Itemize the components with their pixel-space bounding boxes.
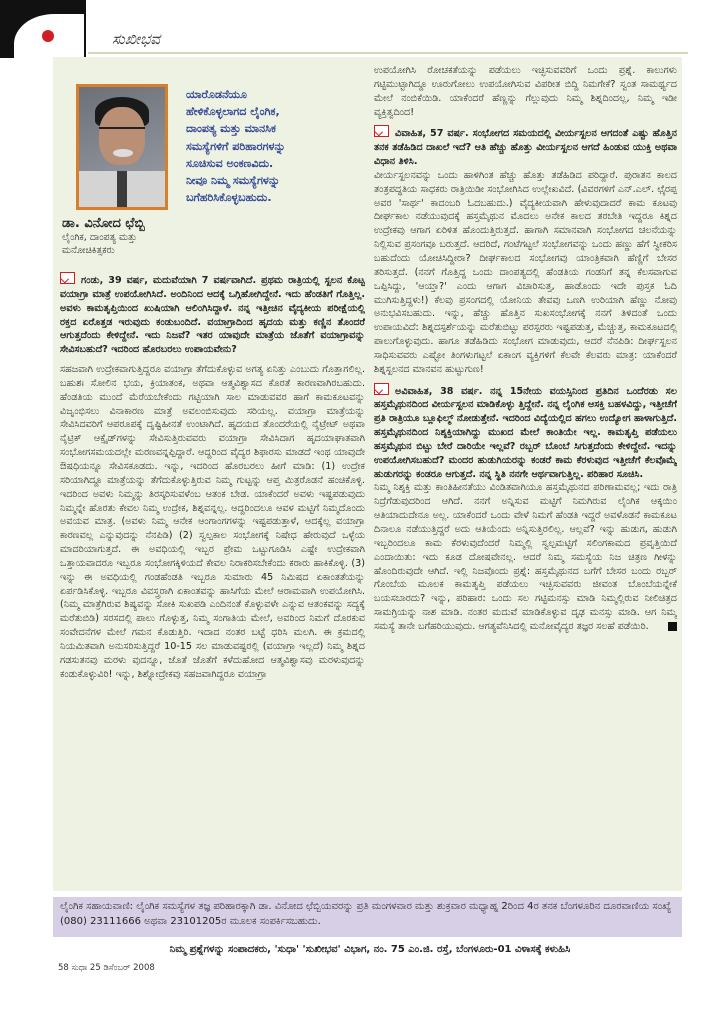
question-text: ಗಂಡು, 39 ವರ್ಷ, ಮದುವೆಯಾಗಿ 7 ವರ್ಷವಾಗಿದೆ. ಪ್ರಥಮ ರಾತ್ರಿಯಲ್ಲಿ ಸ್ಖಲನ ಕೊಟ್ಟ ವಯಾಗ್ರಾ ಮಾತ್ರೆ ಉಪಯೋಗಿಸಿದೆ. ಅಂದಿನಿಂದ ಆದಕ್ಕೆ ಒಗ್ಗಿಹೋಗಿದ್ದೇನೆ. ಇದು ಹೆಂಡತಿಗೆ ಗೊತ್ತಿಲ್ಲ. ಅವಳು ಕಾಮತೃಪ್ತಿಯಿಂದ ಖುಷಿಯಾಗಿ ಆಲಿಂಗಿಸಿದ್ದಾಳೆ. ನನ್ನ ಇತ್ತೀಚಿನ ವೈದ್ಯಕೀಯ ಪರೀಕ್ಷೆಯಲ್ಲಿ ರಕ್ತದ ಏರೊತ್ತಡ ಇರುವುದು ಕಂಡುಬಂದಿದೆ. ವಯಾಗ್ರಾದಿಂದ ಹೃದಯ ಮತ್ತು ಕಣ್ಣಿನ ತೊಂದರೆ ಆಗುತ್ತದೆಂದು ಕೇಳಿದ್ದೇನೆ. ಇದು ನಿಜವೆ? ಇತರ ಯಾವುದೇ ಮಾತ್ರೆಯ ಜೊತೆಗೆ ವಯಾಗ್ರಾವನ್ನು ಸೇವಿಸಬಹುದೆ? ಇದರಿಂದ ಹೊರಬರಲು ಉಪಾಯವೇನು? bbox=[60, 275, 365, 356]
envelope-icon bbox=[60, 272, 75, 284]
question-3 bbox=[374, 383, 677, 482]
right-column bbox=[374, 64, 677, 876]
answer-1: ಸಹಜವಾಗಿ ಉದ್ರೇಕವಾಗುತ್ತಿದ್ದರೂ ವಯಾಗ್ರಾ ತೆಗೆದುಕೊಳ್ಳುವ ಅಗತ್ಯ ಏನಿತ್ತು ಎಂಬುದು ಗೊತ್ತಾಗಲಿಲ್ಲ. ಬಹುಶಃ ಸೋಲಿನ ಭಯ, ಕ್ರಿಯಾತಂಕ, ಅಥವಾ ಆತ್ಮವಿಶ್ವಾಸದ ಕೊರತೆ ಕಾರಣವಾಗಿರಬಹುದು. ಹೆಂಡತಿಯ ಮುಂದೆ ಮೆರೆಯಬೇಕೆಂದು ಗಟ್ಟಿಯಾಗಿ ಸಾಲ ಮಾಡುವವರ ಹಾಗೆ ಕಾಮಕೂಟವನ್ನು ವಿಜೃಂಭಿಸಲು ವಿನಾಕಾರಣ ಮಾತ್ರೆ ಅವಲಂಬಿಸುವುದು ಸರಿಯಲ್ಲ. ವಯಾಗ್ರಾ ಮಾತ್ರೆಯನ್ನು ಸೇವಿಸಿದವರಿಗೆ ಆಪರೂಪಕ್ಕೆ ದೃಷ್ಟಿಹೀನತೆ ಉಂಟಾಗಿದೆ. ಹೃದಯದ ತೊಂದರೆಯಲ್ಲಿ ನೈಟ್ರೇಟ್ ಅಥವಾ ನೈಟ್ರಿಕ್ ಆಕ್ಸೈಡ್‌ಗಳನ್ನು ಸೇವಿಸುತ್ತಿರುವವರು ವಯಾಗ್ರಾ ಸೇವಿಸಿದಾಗ ಹೃದಯಾಘಾತವಾಗಿ ಸಂಭೋಗಸಮಯದಲ್ಲೇ ಮರಣವನ್ನಪ್ಪಿದ್ದಾರೆ. ಆದ್ದರಿಂದ ವೈದ್ಯರ ಶಿಫಾರಸು ಮಾಡದೆ ಇಂಥ ಯಾವುದೇ ಔಷಧಿಯನ್ನೂ ಸೇವಿಸಕೂಡದು. ಇನ್ನು, ಇದರಿಂದ ಹೊರಬರಲು ಹೀಗೆ ಮಾಡಿ: (1) ಉದ್ರೇಕ ಸರಿಯಾಗಿದ್ದೂ ಮಾತ್ರೆಯನ್ನು ತೆಗೆದುಕೊಳ್ಳುತ್ತಿರುವ ನಿಮ್ಮ ಗುಟ್ಟನ್ನು ಆಪ್ತ ಮಿತ್ರರೊಡನೆ ಹಂಚಿಕೊಳ್ಳಿ. ಇದರಿಂದ ಅವಳು ನಿಮ್ಮನ್ನು ತಿರಸ್ಕರಿಸುವಳೆಂಬ ಆತಂಕ ಬೇಡ. ಯಾಕೆಂದರೆ ಅವಳು ಇಷ್ಟಪಡುವುದು ನಿಮ್ಮನ್ನೇ ಹೊರತು ಕೇವಲ ನಿಮ್ಮ ಉದ್ರೇಕ, ಶಿಶ್ನವನ್ನಲ್ಲ. ಆದ್ದರಿಂದಲೂ ಆವಳ ಮಟ್ಟಿಗೆ ನಿಮ್ಮದೊಂದು ಅವಯವ ಮಾತ್ರ. (ಅವಳು ನಿಮ್ಮ ಆನೇಕ ಆಂಗಾಂಗಗಳನ್ನು ಇಷ್ಟಪಡುತ್ತಾಳೆ, ಆದಕ್ಕೆಲ್ಲ ವಯಾಗ್ರಾ ಕಾರಣವಲ್ಲ ಎನ್ನುವುದನ್ನು ನೆನಪಿಡಿ) (2) ಸ್ವಲ್ಪಕಾಲ ಸಂಭೋಗಕ್ಕೆ ನಿಷೇಧ ಹೇರುವುದೆ ಒಳ್ಳೆಯ ಮಾದರಿಯಾಗುತ್ತದೆ. ಈ ಅವಧಿಯಲ್ಲಿ ಇಬ್ಬರ ಪ್ರೇಮ ಒಟ್ಟುಗೂಡಿಸಿ ಎಷ್ಟೇ ಉದ್ರೇಕವಾಗಿ ಒತ್ತಾಯವಾದರೂ ಇಬ್ಬರೂ ಸಂಭೋಗಕ್ಕಿಳಿಯದೆ ಕೇವಲ ನಿರಾಕರಿಸಬೇಕೆಂದು ಕರಾರು ಹಾಕಿಕೊಳ್ಳಿ. (3) ಇನ್ನು ಈ ಅವಧಿಯಲ್ಲಿ ಗಂಡಹೆಂಡತಿ ಇಬ್ಬರೂ ಸುಮಾರು 45 ನಿಮಿಷದ ಏಕಾಂತತೆಯನ್ನು ಏರ್ಪಡಿಸಿಕೊಳ್ಳಿ. ಇಬ್ಬರೂ ವಿವಸ್ತ್ರರಾಗಿ ಏಕಾಂತವನ್ನು ಹಾಸಿಗೆಯ ಮೇಲೆ ಆರಾಮವಾಗಿ ಉಪಯೋಗಿಸಿ. (ನಿಮ್ಮ ಮಾತ್ರೆಗಿರುವ ಶಿಷ್ಯವನ್ನು ಸೋಕಿ ಸುಖಪಡಿ ಎಂದಿನಂತೆ ಕೊಳ್ಳುವಳೇ ಎನ್ನುವ ಆತಂಕವನ್ನು ಸದ್ಯಕ್ಕೆ ಮರೆತುಬಿಡಿ) ಸರಸದಲ್ಲಿ ಪಾಲು ಗೊಳ್ಳುತ್ತ, ನಿಮ್ಮ ಸಂಗಾತಿಯ ಮೇಲೆ, ಅವರಿಂದ ನಿಮಗೆ ದೊರಕುವ ಸಂವೇದನೆಗಳ ಮೇಲೆ ಗಮನ ಕೊಡುತ್ತಿರಿ. ಇದಾದ ನಂತರ ಬಟ್ಟೆ ಧರಿಸಿ ಮಲಗಿ. ಈ ಕ್ರಮದಲ್ಲಿ ನಿಯಮಿತವಾಗಿ ಅನುಸರಿಸುತ್ತಿದ್ದರೆ 10-15 ಸಲ ಮಾಡುವಷ್ಟರಲ್ಲಿ (ವಯಾಗ್ರಾ ಇಲ್ಲದೆ) ನಿಮ್ಮ ಶಿಶ್ನದ ಗಡಸುತನವು ಮರಳು ವುದನ್ನೂ, ಜೊತೆ ಜೊತೆಗೆ ಕಳೆದುಹೋದ ಆತ್ಮವಿಶ್ವಾಸವು ಮರಳುವುದನ್ನು ಕಂಡುಕೊಳ್ಳುವಿರಿ! ಇನ್ನು, ಶಿಶ್ನೋದ್ರೇಕವು ಸಹಜವಾಗಿದ್ದರೂ ವಯಾಗ್ರಾ bbox=[60, 364, 365, 680]
header-rule bbox=[88, 52, 688, 54]
left-column bbox=[60, 272, 365, 872]
helpline-info: ಲೈಂಗಿಕ ಸಹಾಯವಾಣಿ: ಲೈಂಗಿಕ ಸಮಸ್ಯೆಗಳ ತಜ್ಞ ಪರಿಹಾರಕ್ಕಾಗಿ ಡಾ. ವಿನೋದ ಛೆಬ್ಬಿಯವರನ್ನು ಪ್ರತಿ ಮಂಗಳವಾರ ಮತ್ತು ಶುಕ್ರವಾರ ಮಧ್ಯಾಹ್ನ 2ರಿಂದ 4ರ ತನಕ ಬೆಂಗಳೂರಿನ ದೂರವಾಣಿಯ ಸಂಖ್ಯೆ (080) 23111666 ಅಥವಾ 23101205ರ ಮೂಲಕ ಸಂಪರ್ಕಿಸಬಹುದು. bbox=[60, 901, 672, 927]
author-photo bbox=[76, 84, 168, 210]
section-title: ಸುಖೀಭವ bbox=[112, 30, 161, 48]
author-name: ಡಾ. ವಿನೋದ ಛೆಬ್ಬಿ bbox=[62, 216, 145, 231]
intro-line: ಬಗೆಹರಿಸಿಕೊಳ್ಳಬಹುದು. bbox=[186, 191, 272, 205]
question-2 bbox=[374, 125, 677, 169]
intro-line: ದಾಂಪತ್ಯ ಮತ್ತು ಮಾನಸಿಕ bbox=[186, 122, 276, 136]
corner-red-dot-icon bbox=[42, 30, 54, 42]
intro-line: ಹೇಳಿಕೊಳ್ಳಲಾಗದ ಲೈಂಗಿಕ, bbox=[186, 105, 280, 119]
submission-address: ನಿಮ್ಮ ಪ್ರಶ್ನೆಗಳನ್ನು ಸಂಪಾದಕರು, 'ಸುಧಾ' 'ಸುಖೀಭವ' ವಿಭಾಗ, ನಂ. 75 ಎಂ.ಜಿ. ರಸ್ತೆ, ಬೆಂಗಳೂರು-01 ವಿಳಾಸಕ್ಕೆ ಕಳುಹಿಸಿ bbox=[169, 944, 571, 955]
question-1 bbox=[60, 272, 365, 357]
column-intro bbox=[186, 86, 354, 206]
answer-text: ನಿಮ್ಮ ನಿಶ್ಶಕ್ತಿ ಮತ್ತು ಕಾಂತಿಹೀನತೆಯು ವಿಂಡಿತವಾಗಿಯೂ ಹಸ್ತಮೈಥುನದ ಪರಿಣಾಮವಲ್ಲ; ಇದು ರಾತ್ರಿ ನಿದ್ರೆಗೆಡುವುದರಿಂದ ಆಗಿದೆ. ನನಗೆ ಅನ್ನಿಸುವ ಮಟ್ಟಿಗೆ ನಿಮಗಿರುವ ಲೈಂಗಿಕ ಆಕ್ಕಯಿಂ ಆತಿಯಾದುದೇನೂ ಅಲ್ಲ. ಯಾಕೆಂದರೆ ಒಂದು ವೇಳೆ ನಿಮಗೆ ಹೆಂಡತಿ ಇದ್ದರೆ ಅವಳೊಡನೆ ಕಾಮಕೂಟ ದಿನಾಲೂ ನಡೆಯುತ್ತಿದ್ದರೆ ಅದು ಆತಿಯೆಂದು ಅನ್ನಿಸುತ್ತಿರಲಿಲ್ಲ. ಆಲ್ಲವೆ? ಇನ್ನು ಹುಡುಗ, ಹುಡುಗಿ ಇಬ್ಬರಿಂದಲೂ ಕಾಮ ಕೆರಳುವುದೆಂದರೆ ನಿಮ್ಮಲ್ಲಿ ಸ್ವಲ್ಪಮಟ್ಟಿಗೆ ಸಲಿಂಗಕಾಮದ ಪ್ರವೃತ್ತಿಯಿದೆ ಎಂದಾಯಿತು: ಇದು ಕೂಡ ದೋಷವೇನಲ್ಲ. ಆದರೆ ನಿಮ್ಮ ಸಮಸ್ಯೆಯ ನಿಜ ಚಿತ್ರಣ ಗೀಳನ್ನು ಹೊಂದಿರುವುದೇ ಆಗಿದೆ. ಇಲ್ಲಿ ನಿಜವೊಂದು ಪ್ರಶ್ನೆ: ಹಸ್ತಮೈಥುನದ ಬಗೆಗೆ ಬೇಸರ ಬಂದು ರಬ್ಬರ್ ಗೊಂಬೆಯ ಮೂಲಕ ಕಾಮತೃಪ್ತಿ ಪಡೆಯಲು ಇಚ್ಛಿಸುವವರು ಜೀವಂತ ಬೊಂಬೆಯನ್ನೇಕೆ ಬಯಸಬಾರದು? ಇನ್ನು, ಪರಿಹಾರ: ಒಂದು ಸಲ ಗಟ್ಟಿಮನಸ್ಸು ಮಾಡಿ ನಿಮ್ಮಲ್ಲಿರುವ ನೀಲಿಚಿತ್ರದ ಸಾಮಗ್ರಿಯನ್ನು ನಾಶ ಮಾಡಿ. ನಂತರ ಮದುವೆ ಮಾಡಿಕೊಳ್ಳುವ ದೃಢ ಮನಸ್ಸು ಮಾಡಿ. ಆಗ ನಿಮ್ಮ ಸಮಸ್ಯೆ ತಾನೇ ಬಗೆಹರಿಯುವುದು. ಆಗತ್ಯವೆನಿಸಿದಲ್ಲಿ ಮನೋವೈದ್ಯರ ತಜ್ಞರ ಸಲಹೆ ಪಡೆಯಿರಿ. bbox=[374, 482, 677, 632]
page-footer: 58 ಸುಧಾ 25 ಡಿಸೆಂಬರ್ 2008 bbox=[58, 963, 155, 973]
question-text: ವಿವಾಹಿತ, 57 ವರ್ಷ. ಸಂಭೋಗದ ಸಮಯದಲ್ಲಿ ವೀರ್ಯಸ್ಖಲನ ಆಗದಂತೆ ಎಷ್ಟು ಹೊತ್ತಿನ ತನಕ ತಡೆಹಿಡಿದ ದಾಖಲೆ ಇದೆ? ಆತಿ ಹೆಚ್ಚು ಹೊತ್ತು ವೀರ್ಯಸ್ಖಲನ ಆಗದೆ ಹಿಂಡುವ ಯುಕ್ತಿ ಅಥವಾ ವಿಧಾನ ತಿಳಿಸಿ. bbox=[374, 128, 677, 168]
intro-line: ಸಮಸ್ಯೆಗಳಿಗೆ ಪರಿಹಾರಗಳನ್ನು bbox=[186, 139, 286, 153]
envelope-icon bbox=[374, 383, 389, 395]
intro-line: ಯಾರೊಡನೆಯೂ bbox=[186, 88, 247, 101]
intro-line: ನೀವೂ ನಿಮ್ಮ ಸಮಸ್ಯೆಗಳನ್ನು bbox=[186, 174, 280, 188]
end-mark-icon bbox=[668, 622, 677, 631]
answer-3 bbox=[374, 481, 677, 633]
author-role: ಲೈಂಗಿಕ, ದಾಂಪತ್ಯ ಮತ್ತು ಮನೋಚಿಕಿತ್ಸಕರು bbox=[62, 232, 137, 256]
intro-line: ಸೂಚಿಸುವ ಅಂಕಣವಿದು. bbox=[186, 156, 274, 170]
envelope-icon bbox=[374, 125, 389, 137]
answer-1-continued: ಉಪಯೋಗಿಸಿ ರೋಚಕತೆಯನ್ನು ಪಡೆಯಲು ಇಚ್ಛಿಸುವವರಿಗೆ ಒಂದು ಪ್ರಶ್ನೆ. ಕಾಲುಗಳು ಗಟ್ಟಿಮುಟ್ಟಾಗಿದ್ದೂ ಊರುಗೋಲು ಉಪಯೋಗಿಸುವ ವಿಪರೀತ ಬಿದ್ದಿ ನಿಮಗೇಕೆ? ಸ್ವಂತ ಸಾಮರ್ಥ್ಯದ ಮೇಲೆ ನಂಬಿಕೆಯಿಡಿ. ಯಾಕೆಂದರೆ ಹೆಣ್ಣನ್ನು ಗೆಲ್ಲುವುದು ನಿಮ್ಮ ಶಿಶ್ನದಿಂದಲ್ಲ, ನಿಮ್ಮ ಇಡೀ ವ್ಯಕ್ತಿತ್ವದಿಂದ! bbox=[374, 65, 677, 118]
question-text: ಅವಿವಾಹಿತ, 38 ವರ್ಷ. ನನ್ನ 15ನೇಯ ವಯಸ್ಸಿನಿಂದ ಪ್ರತಿದಿನ ಒಂದೆರಡು ಸಲ ಹಸ್ತಮೈಥುನದಿಂದ ವೀರ್ಯಸ್ಖಲನ ಮಾಡಿಕೊಳ್ಳು ತ್ತಿದ್ದೇನೆ. ನನ್ನ ಲೈಂಗಿಕ ಆಸಕ್ತಿ ಬಹಳವಿದ್ದು, ಇತ್ತೀಚೆಗೆ ಪ್ರತಿ ರಾತ್ರಿಯೂ ಬ್ಲೂಫಿಲ್ಮ್ ನೋಡುತ್ತೇನೆ. ಇದರಿಂದ ವಿದ್ಯೆಯಲ್ಲಿದ ಹಗಲು ಉದ್ಯೋಗ ಹಾಳಾಗುತ್ತಿದೆ. ಹಸ್ತಮೈಥುನದಿಂದ ನಿಶ್ಶಕ್ತಿಯಾಗಿದ್ದು ಮುಖದ ಮೇಲೆ ಕಾಂತಿಯೇ ಇಲ್ಲ. ಕಾಮತೃಪ್ತಿ ಪಡೆಯಲು ಹಸ್ತಮೈಥುನ ಬಿಟ್ಟು ಬೇರೆ ದಾರಿಯೇ ಇಲ್ಲವೆ? ರಬ್ಬರ್ ಬೊಂಬೆ ಸಿಗುತ್ತದೆಂದು ಕೇಳಿದ್ದೇನೆ. ಇದನ್ನು ಉಪಯೋಗಿಸಬಹುದೆ? ಮಂದರ ಹುಡುಗಿಯರನ್ನು ಕಂಡರೆ ಕಾಮ ಕೆರಳುವುದ ಇತ್ತೀಚೆಗೆ ಕೆಲವೊಮ್ಮೆ ಹುಡುಗರನ್ನು ಕಂಡರೂ ಆಗುತ್ತದೆ. ನನ್ನ ಸ್ಥಿತಿ ನನಗೇ ಆರ್ಥವಾಗುತ್ತಿಲ್ಲ. ಪರಿಹಾರ ಸೂಚಿಸಿ. bbox=[374, 385, 677, 480]
answer-2: ವೀರ್ಯಸ್ಖಲನವನ್ನು ಒಂದು ಹಾಳಿಗಿಂತ ಹೆಚ್ಚು ಹೊತ್ತು ತಡೆಹಿಡಿದ ಪರಿದ್ದಾರೆ. ಪುರಾತನ ಕಾಲದ ತಂತ್ರಪದ್ಧತಿಯ ಸಾಧಕರು ರಾತ್ರಿಯಿಡೀ ಸಂಭೋಗಿಸಿದ ಉಲ್ಲೇಖವಿದೆ. (ವಿವರಗಳಿಗೆ ಎನ್.ಎಲ್. ಛೈರಪ್ಪ ಅವರ 'ಸಾರ್ಥ' ಕಾದಂಬರಿ ಓದಬಹುದು.) ವೈದ್ಯಕೀಯವಾಗಿ ಹೇಳುವುದಾದರೆ ಕಾಮ ಕೂಟವು ದೀರ್ಘಕಾಲ ನಡೆಯುವುದಕ್ಕೆ ಹಸ್ತಮೈಥುನ ಮೊದಲು ಅನೇಕ ಕಾಲದ ತರಬೇತಿ ಇದ್ದರೂ ಕಿಶ್ನದ ಉದ್ರೇಕವು ಆಗಾಗ ಏರಿಳಿತ ಹೊಂದುತ್ತಿರುತ್ತದೆ. ಹಾಗಾಗಿ ಸಮಾನವಾಗಿ ಸಂಭೋಗದ ಚಲನೆಯನ್ನು ನಿಲ್ಲಿಸುವ ಪ್ರಸಂಗವೂ ಬರುತ್ತದೆ. ಆದರಿದೆ, ಗಂಟೆಗಟ್ಟಲೆ ಸಂಭೋಗವನ್ನು ಒಂದು ಹಣ್ಣು ಹೆಗೆ ಸ್ವೀಕರಿಸ ಬಹುದೆಂದು ಯೋಚಿಸಿದ್ದೀರಾ? ದೀರ್ಘಕಾಲದ ಸಂಭೋಗವು ಯಾಂತ್ರಿಕವಾಗಿ ಹೆಣ್ಣಿಗೆ ಬೇಸರ ತರಿಸುತ್ತದೆ. (ನನಗೆ ಗೊತ್ತಿದ್ದ ಒಂದು ದಾಂಪತ್ಯದಲ್ಲಿ ಹೆಂಡತಿಯ ಗಂಡನಿಗೆ ತನ್ನ ಕೆಲಸವಾಗುವ ಒಪ್ಪಿಸಿದ್ದು, 'ಆಯ್ತಾ?' ಎಂದು ಆಗಾಗ ವಿಚಾರಿಸುತ್ತ, ಹಾಡೊಂದು ಇದೇ ಪುಸ್ತಕ ಓದಿ ಮುಗಿಸುತ್ತಿದ್ದಳು!) ಕೆಲವು ಪ್ರಸಂಗದಲ್ಲಿ ಯೋನಿಯ ತೇವವು ಒಣಗಿ ಉರಿಯಾಗಿ ಹೆಣ್ಣು ನೋವು ಅನುಭವಿಸಬಹುದು. ಇನ್ನು, ಹೆಚ್ಚು ಹೊತ್ತಿನ ಸುಖಸಂಭೋಗಕ್ಕೆ ನನಗೆ ತಿಳಿದಂತೆ ಒಂದು ಉಪಾಯವಿದೆ: ಶಿಶ್ನದಸ್ಪರ್ಶೆಯನ್ನು ಮರೆತುಬಿಟ್ಟು ಪರಸ್ಪರರು ಇಷ್ಟಪಡುತ್ತ, ಮೆಚ್ಚುತ್ತ, ಕಾಮಕೂಟದಲ್ಲಿ ಪಾಲುಗೊಳ್ಳುವುದು. ಹಾಗೂ ತಡೆಹಿಡಿದು ಸಂಭೋಗ ಮಾಡುವುದು, ಆದರೆ ನೆನಪಿಡಿ: ದೀರ್ಘಸ್ಖಲನ ಸಾಧಿಸುವವರು ಎಷ್ಟೋ ತಿಂಗಳುಗಟ್ಟಲೆ ಏಕಾಂಗ ವ್ಯಕ್ತಿಗಳಿಗೆ ಕೆಲವೇ ಕೆಲವರು ಮಾತ್ರ: ಯಾಕೆಂದರೆ ಶಿಶ್ನಸ್ಖಲನದ ಮಾನವನ ಹುಟ್ಟುಗುಣ! bbox=[374, 169, 677, 375]
